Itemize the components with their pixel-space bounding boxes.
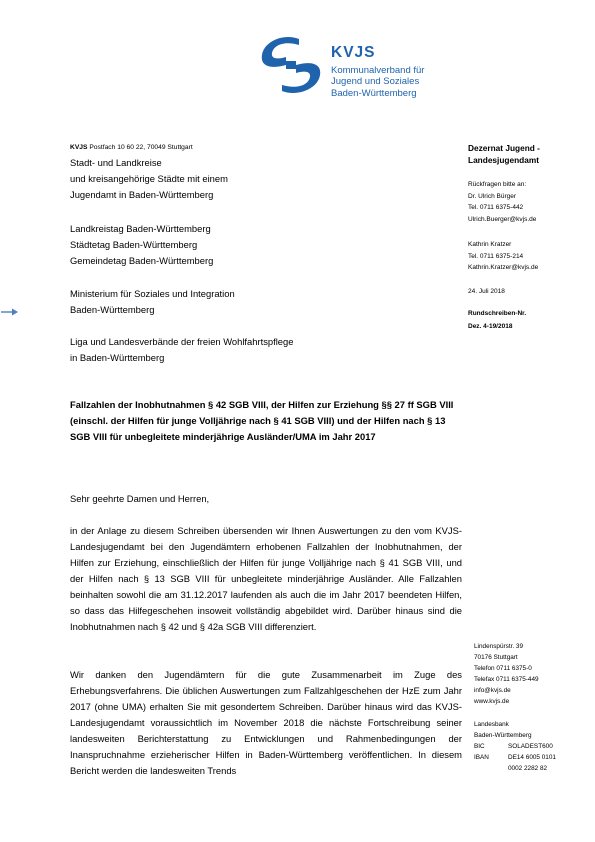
iban-row: IBAN DE14 6005 0101	[474, 754, 556, 762]
contact-block: Kathrin Kratzer Tel. 0711 6375-214 Kathrin.Kratzer@kvjs.de	[468, 239, 538, 274]
website-link[interactable]: www.kvjs.de	[474, 698, 510, 706]
subject-line: Fallzahlen der Inobhutnahmen § 42 SGB VIII, der Hilfen zur Erziehung §§ 27 ff SGB VIII (einschl. der Hilfen für junge Volljährige nach § 41 SGB VIII) und der Hilfen nach § 13 SGB VIII für unbegleitete minderjährige Ausländer/UMA im Jahr 2017	[70, 399, 454, 442]
org-short-name: KVJS	[331, 44, 376, 61]
email-link[interactable]: Ulrich.Buerger@kvjs.de	[468, 215, 537, 223]
sender-line: KVJS Postfach 10 60 22, 70049 Stuttgart	[70, 144, 193, 151]
circular-label: Rundschreiben-Nr.	[468, 310, 527, 317]
arrow-right-icon	[0, 307, 20, 317]
body-paragraph: in der Anlage zu diesem Schreiben übersenden wir Ihnen Auswertungen zu den vom KVJS-Landesjugendamt bei den Jugendämtern erhobenen Fallzahlen der Inobhutnahmen, der Hilfen zur Erziehung, einschließlich der Hilfen für junge Volljährige nach § 41 SGB VIII, und der Hilfen nach § 13 SGB VIII für unbegleitete minderjährige Ausländer. Alle Fallzahlen beinhalten sowohl die am 31.12.2017 laufenden als auch die im Jahr 2017 beendeten Hilfen, so dass das Hilfegeschehen insoweit vollständig abgebildet wird. Darüber hinaus sind die Inobhutnahmen nach § 42 und § 42a SGB VIII differenziert.	[70, 525, 462, 632]
body-paragraph: Wir danken den Jugendämtern für die gute Zusammenarbeit im Zuge des Erhebungsverfahrens. Die üblichen Auswertungen zum Fallzahlgeschehen der HzE zum Jahr 2017 (ohne UMA) erhalten Sie mit gesondertem Schreiben. Darüber hinaus wird das KVJS-Landesjugendamt voraussichtlich im November 2018 die nächste Fortschreibung seiner landesweiten Berichterstattung zu Entwicklungen und Rahmenbedingungen der Inanspruchnahme erzieherischer Hilfen in Baden-Württemberg veröffentlichen. In diesem Bericht werden die landesweiten Trends	[70, 669, 462, 776]
salutation: Sehr geehrte Damen und Herren,	[70, 493, 210, 504]
recipient-block: Landkreistag Baden-Württemberg Städtetag Baden-Württemberg Gemeindetag Baden-Württemberg	[70, 223, 214, 266]
contact-block: Rückfragen bitte an: Dr. Ulrich Bürger Tel. 0711 6375-442 Ulrich.Buerger@kvjs.de	[468, 179, 536, 225]
kvjs-logo-icon	[256, 35, 326, 95]
iban-row-continued: 0002 2282 82	[508, 765, 548, 773]
circular-number: Dez. 4-19/2018	[468, 323, 513, 330]
footer-bank: Landesbank Baden-Württemberg BIC SOLADEST600 IBAN DE14 6005 0101 0002 2282 82	[474, 719, 556, 774]
recipient-block: Liga und Landesverbände der freien Wohlfahrtspflege in Baden-Württemberg	[70, 336, 294, 363]
department-name: Dezernat Jugend - Landesjugendamt	[468, 143, 540, 165]
org-full-name: Kommunalverband für Jugend und Soziales Baden-Württemberg	[331, 65, 425, 99]
email-link[interactable]: Kathrin.Kratzer@kvjs.de	[468, 264, 539, 271]
recipient-block: Stadt- und Landkreise und kreisangehörige Städte mit einem Jugendamt in Baden-Württemberg	[70, 157, 228, 200]
recipient-block: Ministerium für Soziales und Integration Baden-Württemberg	[70, 288, 235, 315]
footer-address: Lindenspürstr. 39 70176 Stuttgart Telefon 0711 6375-0 Telefax 0711 6375-449 info@kvjs.de www.kvjs.de	[474, 641, 539, 708]
letter-date: 24. Juli 2018	[468, 288, 505, 295]
email-link[interactable]: info@kvjs.de	[474, 687, 511, 695]
bic-row: BIC SOLADEST600	[474, 743, 553, 751]
